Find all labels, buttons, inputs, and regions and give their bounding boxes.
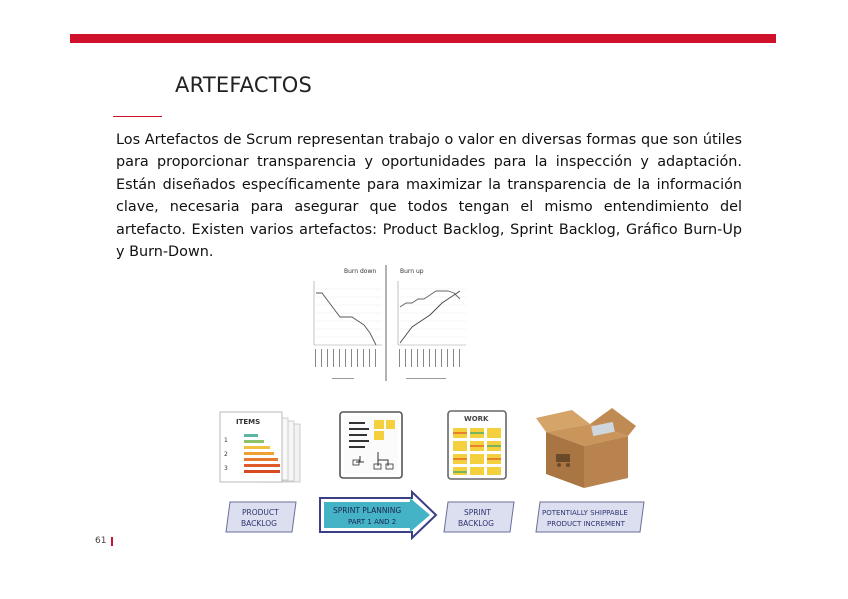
page-number: 61 [95,536,107,546]
svg-text:3: 3 [224,465,228,472]
burn-charts-image [302,263,472,388]
work-label: WORK [464,415,489,423]
page-number-marker [111,537,113,546]
step-1-line1: PRODUCT [242,508,279,517]
items-label: ITEMS [236,418,261,426]
sprint-backlog-board-icon [448,411,506,479]
burndown-title: Burn down [344,268,377,275]
title-underline [113,116,162,117]
step-3-line1: SPRINT [464,508,491,517]
step-1-line2: BACKLOG [241,519,277,528]
step-2-line2: PART 1 AND 2 [348,518,397,526]
body-paragraph: Los Artefactos de Scrum representan trabajo o valor en diversas formas que son útiles para proporcionar transparencia y oportunidades para la inspección y adaptación. Están diseñados específicamente para maximizar la transparencia de la información clave, necesaria para asegurar que todos tengan el mismo entendimiento del artefacto. Existen varios artefactos: Product Backlog, Sprint Backlog, Gráfico Burn-Up y Burn-Down. [116,132,742,261]
header-accent-bar [70,34,776,43]
svg-text:1: 1 [224,437,228,444]
burnup-title: Burn up [400,268,424,275]
product-backlog-icon [220,412,300,482]
page-title: ARTEFACTOS [175,73,313,97]
svg-text:2: 2 [224,451,228,458]
sprint-planning-board-icon [340,412,402,478]
step-4-line1: POTENTIALLY SHIPPABLE [542,509,628,517]
product-increment-box-icon [536,408,636,488]
scrum-flow-image [216,402,646,540]
step-4-line2: PRODUCT INCREMENT [547,520,625,528]
step-2-line1: SPRINT PLANNING [333,506,402,515]
step-3-line2: BACKLOG [458,519,494,528]
